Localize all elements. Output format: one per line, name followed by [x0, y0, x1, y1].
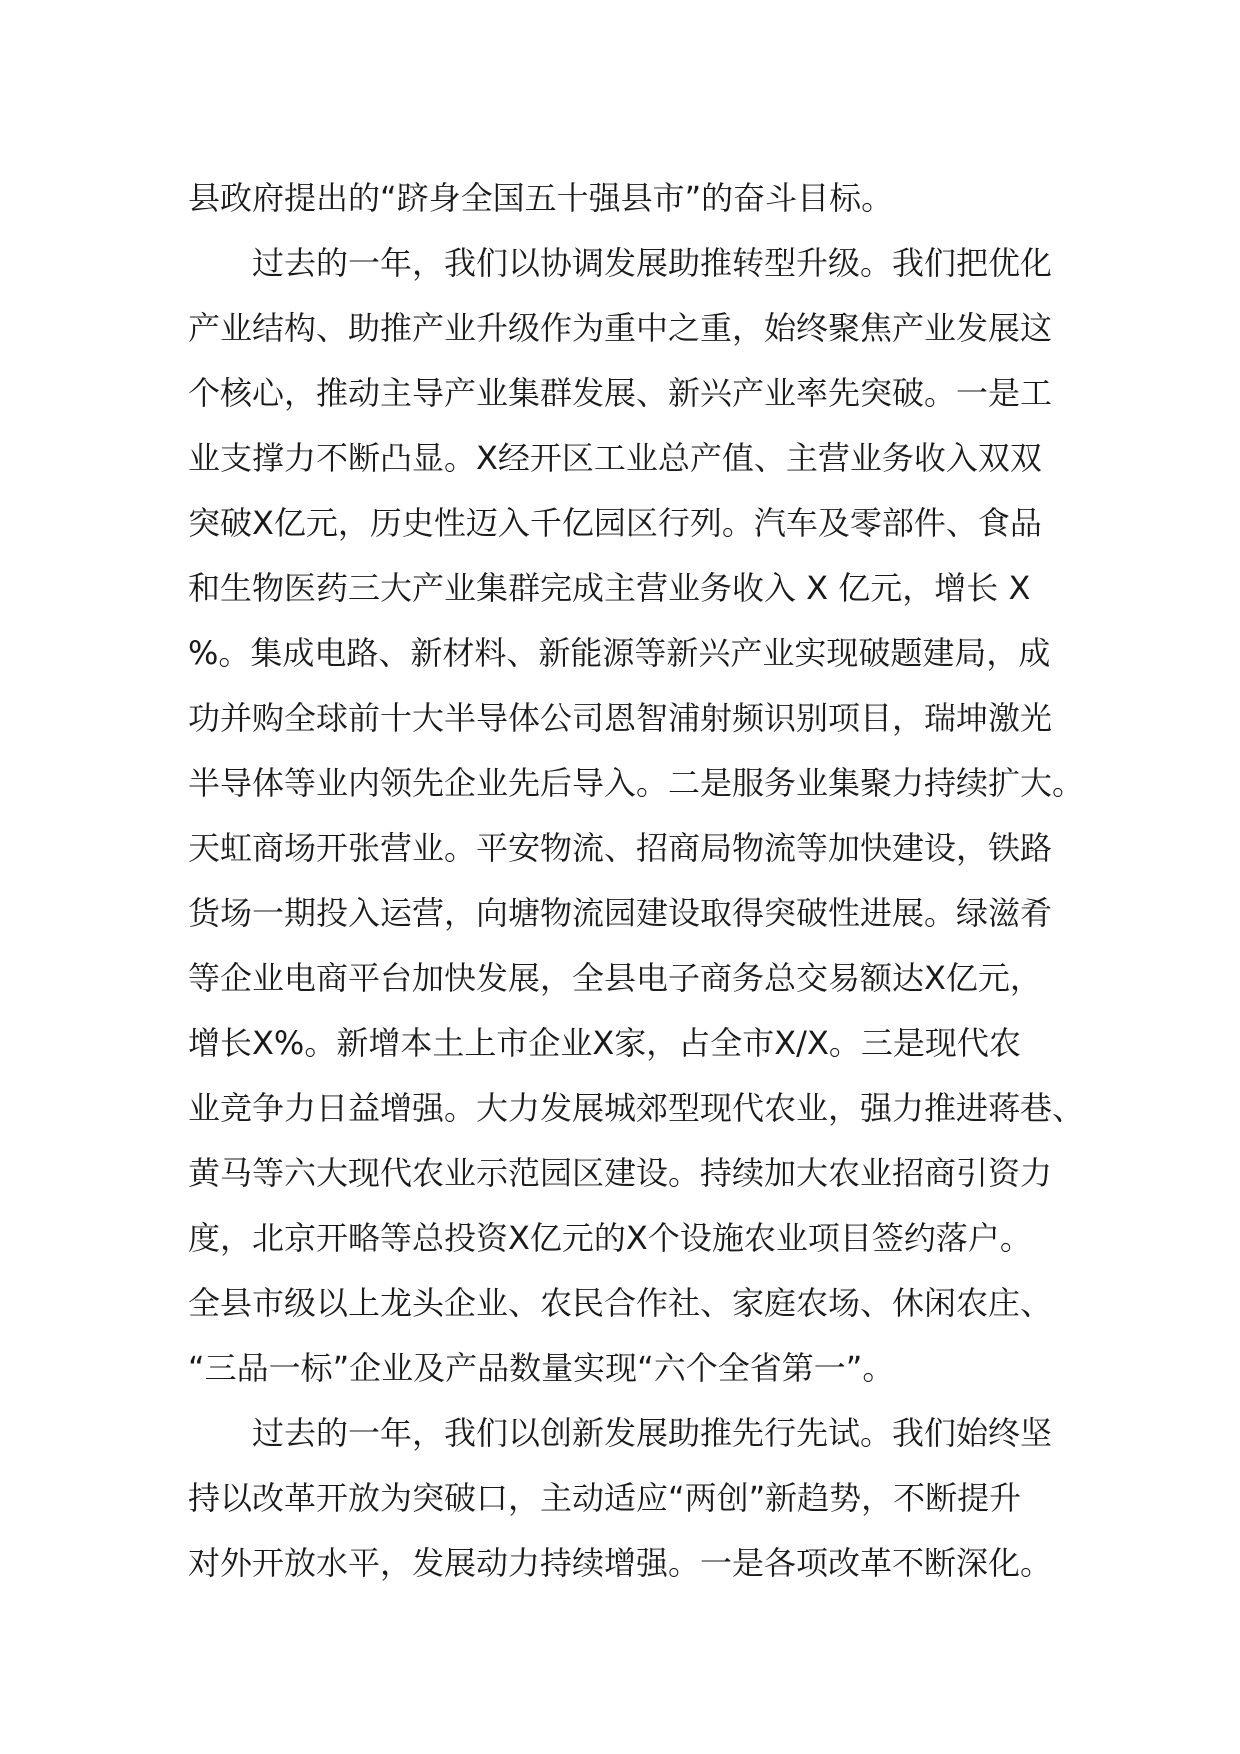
body-text — [188, 166, 1085, 1596]
text-line-16: 黄马等六大现代农业示范园区建设。持续加大农业招商引资力 — [188, 1154, 1053, 1192]
text-line-19: “三品一标”企业及产品数量实现“六个全省第一”。 — [188, 1349, 895, 1387]
text-line-4: 个核心，推动主导产业集群发展、新兴产业率先突破。一是工 — [188, 374, 1053, 412]
text-line-12: 货场一期投入运营，向塘物流园建设取得突破性进展。绿滋肴 — [188, 894, 1053, 932]
text-line-15: 业竞争力日益增强。大力发展城郊型现代农业，强力推进蒋巷、 — [188, 1089, 1085, 1127]
text-line-11: 天虹商场开张营业。平安物流、招商局物流等加快建设，铁路 — [188, 829, 1053, 867]
text-line-6: 突破X亿元，历史性迈入千亿园区行列。汽车及零部件、食品 — [188, 504, 1042, 542]
text-line-5: 业支撑力不断凸显。X经开区工业总产值、主营业务收入双双 — [188, 439, 1042, 477]
text-line-22: 对外开放水平，发展动力持续增强。一是各项改革不断深化。 — [188, 1544, 1053, 1582]
paragraph-start-line: 过去的一年，我们以协调发展助推转型升级。我们把优化 — [252, 244, 1053, 282]
text-line-18: 全县市级以上龙头企业、农民合作社、家庭农场、休闲农庄、 — [188, 1284, 1053, 1322]
text-line-21: 持以改革开放为突破口，主动适应“两创”新趋势，不断提升 — [188, 1479, 1022, 1517]
text-line-3: 产业结构、助推产业升级作为重中之重，始终聚焦产业发展这 — [188, 309, 1053, 347]
text-line-14: 增长X%。新增本土上市企业X家，占全市X/X。三是现代农 — [188, 1024, 1021, 1062]
text-line-10: 半导体等业内领先企业先后导入。二是服务业集聚力持续扩大。 — [188, 764, 1085, 802]
text-line-8: %。集成电路、新材料、新能源等新兴产业实现破题建局，成 — [188, 634, 1051, 672]
text-line-1: 县政府提出的“跻身全国五十强县市”的奋斗目标。 — [188, 179, 894, 217]
text-line-7: 和生物医药三大产业集群完成主营业务收入 X 亿元，增长 X — [188, 569, 1031, 607]
text-line-9: 功并购全球前十大半导体公司恩智浦射频识别项目，瑞坤激光 — [188, 699, 1053, 737]
text-line-17: 度，北京开略等总投资X亿元的X个设施农业项目签约落户。 — [188, 1219, 1032, 1257]
paragraph-start-line: 过去的一年，我们以创新发展助推先行先试。我们始终坚 — [252, 1414, 1053, 1452]
text-line-13: 等企业电商平台加快发展，全县电子商务总交易额达X亿元， — [188, 959, 1042, 997]
